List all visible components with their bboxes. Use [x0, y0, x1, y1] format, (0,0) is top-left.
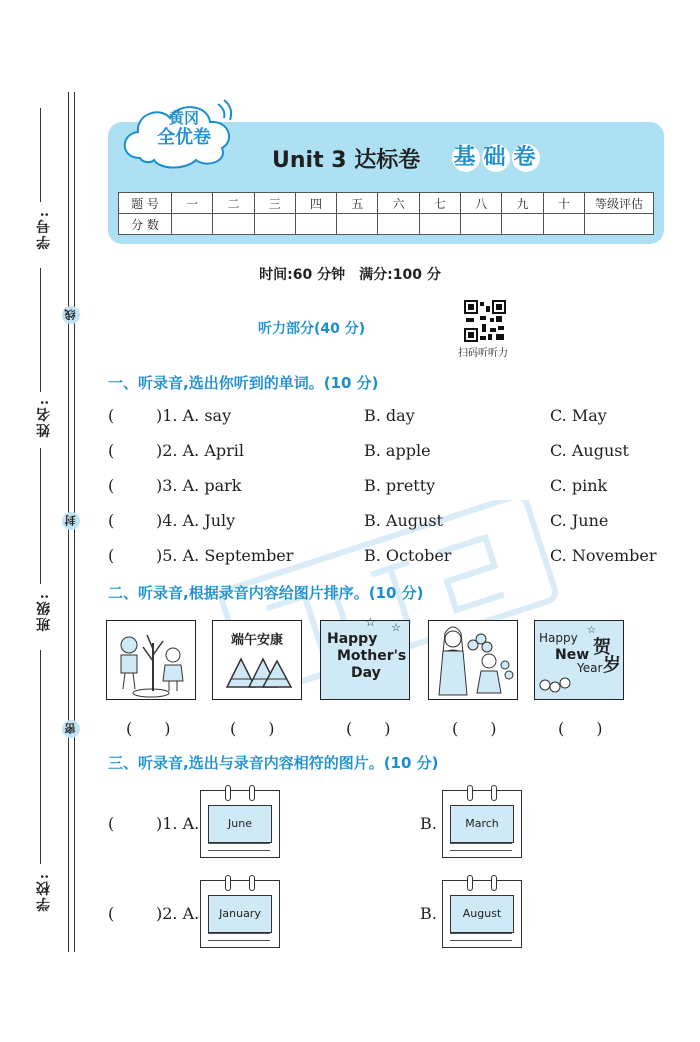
name-label: 姓名:: [36, 398, 52, 438]
calendar-pages: [450, 843, 512, 851]
mothers-day-line2: Mother's: [337, 648, 407, 664]
s1-question-2: [108, 441, 668, 465]
score-cell[interactable]: [337, 214, 378, 235]
score-header-cell: 五: [337, 193, 378, 214]
score-header-cell: 八: [461, 193, 502, 214]
calendar-ring: [491, 875, 497, 891]
section2-title: 二、听录音,根据录音内容给图片排序。(10 分): [108, 584, 424, 602]
option-a: )1. A. say: [156, 406, 232, 425]
mothers-day-line3: Day: [351, 665, 381, 681]
picture-tree-planting: [106, 620, 196, 700]
name-blank[interactable]: [40, 268, 41, 392]
option-b: B. pretty: [364, 476, 436, 495]
option-b-label: B.: [420, 904, 437, 923]
picture-new-year: [534, 620, 624, 700]
option-a: )4. A. July: [156, 511, 236, 530]
answer-slot[interactable]: ( ): [452, 719, 497, 738]
level-char-2: 础: [483, 145, 509, 170]
calendar-pages: [450, 933, 512, 941]
answer-bracket[interactable]: (: [108, 814, 115, 833]
score-header-cell: 等级评估: [585, 193, 654, 214]
level-char-1: 基: [453, 145, 479, 170]
question-label: )2. A.: [156, 904, 200, 923]
score-header-cell: 四: [295, 193, 336, 214]
calendar-ring: [225, 875, 231, 891]
calendar-ring: [249, 785, 255, 801]
seal-seal: 封: [62, 512, 80, 530]
calendar-month: March: [450, 805, 514, 843]
calendar-month: January: [208, 895, 272, 933]
calendar-ring: [249, 875, 255, 891]
option-c: C. May: [550, 406, 607, 425]
new-year-happy: Happy: [539, 631, 578, 645]
seal-secret: 密: [62, 720, 80, 738]
score-header-row: [119, 193, 654, 214]
option-b: B. day: [364, 406, 415, 425]
answer-slot[interactable]: ( ): [126, 719, 171, 738]
calendar-january[interactable]: [200, 880, 280, 948]
score-value-row: [119, 214, 654, 235]
brand-line1: 黄冈: [168, 109, 199, 127]
s1-question-5: [108, 546, 668, 570]
score-table: [118, 192, 654, 235]
picture-mothers-day: [320, 615, 410, 700]
option-b-label: B.: [420, 814, 437, 833]
score-header-cell: 二: [213, 193, 254, 214]
answer-bracket[interactable]: (: [108, 546, 115, 565]
calendar-march[interactable]: [442, 790, 522, 858]
score-cell[interactable]: [213, 214, 254, 235]
s1-question-4: [108, 511, 668, 535]
class-label: 班级:: [36, 592, 52, 632]
school-blank[interactable]: [40, 650, 41, 864]
answer-bracket[interactable]: (: [108, 476, 115, 495]
option-b: B. apple: [364, 441, 431, 460]
calendar-ring: [491, 785, 497, 801]
calendar-pages: [208, 843, 270, 851]
answer-bracket[interactable]: (: [108, 441, 115, 460]
option-c: C. pink: [550, 476, 608, 495]
option-c: C. August: [550, 441, 629, 460]
seal-line: 线: [62, 306, 80, 324]
new-year-new: New: [555, 647, 590, 663]
class-blank[interactable]: [40, 448, 41, 584]
score-header-cell: 十: [543, 193, 584, 214]
calendar-ring: [467, 875, 473, 891]
score-header-cell: 六: [378, 193, 419, 214]
answer-slot[interactable]: ( ): [230, 719, 275, 738]
option-b: B. October: [364, 546, 452, 565]
tree-planting-icon: [107, 621, 195, 699]
score-cell[interactable]: [461, 214, 502, 235]
calendar-month: June: [208, 805, 272, 843]
score-header-cell: 七: [419, 193, 460, 214]
score-header-cell: 题 号: [119, 193, 172, 214]
level-char-3: 卷: [513, 145, 539, 170]
brand-line2: 全优卷: [157, 127, 211, 148]
calendar-pages: [208, 933, 270, 941]
mothers-day-text: [327, 631, 406, 682]
option-c: C. November: [550, 546, 657, 565]
new-year-year: Year: [577, 661, 603, 675]
option-a: )2. A. April: [156, 441, 244, 460]
section1-title: 一、听录音,选出你听到的单词。(10 分): [108, 374, 379, 392]
question-label: )1. A.: [156, 814, 200, 833]
qr-code-icon[interactable]: [464, 300, 506, 342]
option-a: )3. A. park: [156, 476, 242, 495]
answer-bracket[interactable]: (: [108, 511, 115, 530]
picture-mother-flowers: [428, 620, 518, 700]
score-header-cell: 一: [172, 193, 213, 214]
calendar-august[interactable]: [442, 880, 522, 948]
picture-dragon-boat: [212, 620, 302, 700]
svg-text:☆: ☆: [587, 625, 596, 636]
score-cell[interactable]: [378, 214, 419, 235]
option-a: )5. A. September: [156, 546, 294, 565]
score-cell[interactable]: [172, 214, 213, 235]
score-cell[interactable]: [419, 214, 460, 235]
dragon-boat-text: 端午安康: [230, 633, 283, 648]
qr-caption: 扫码听听力: [458, 348, 508, 359]
calendar-month: August: [450, 895, 514, 933]
student-number-blank[interactable]: [40, 108, 41, 202]
answer-bracket[interactable]: (: [108, 406, 115, 425]
score-cell[interactable]: [254, 214, 295, 235]
time-info: 时间:60 分钟 满分:100 分: [259, 267, 441, 283]
answer-bracket[interactable]: (: [108, 904, 115, 923]
school-label: 学校:: [36, 872, 52, 912]
score-cell[interactable]: [295, 214, 336, 235]
zongzi-icon: [213, 621, 301, 699]
mother-child-flowers-icon: [429, 621, 517, 699]
new-year-sui: 岁: [603, 655, 621, 676]
mothers-day-line1: Happy: [327, 631, 378, 647]
brand-logo: [145, 108, 223, 148]
score-cell[interactable]: [585, 214, 654, 235]
calendar-ring: [467, 785, 473, 801]
score-cell[interactable]: [502, 214, 543, 235]
answer-slot[interactable]: ( ): [346, 719, 391, 738]
s1-question-3: [108, 476, 668, 500]
answer-slot[interactable]: ( ): [558, 719, 603, 738]
star-icon: ☆: [391, 621, 401, 634]
option-c: C. June: [550, 511, 609, 530]
listening-title: 听力部分(40 分): [258, 321, 366, 337]
page-title: Unit 3 达标卷: [272, 148, 421, 173]
score-header-cell: 三: [254, 193, 295, 214]
star-icon: ☆: [365, 615, 376, 629]
level-badge: [444, 142, 548, 174]
score-cell[interactable]: [543, 214, 584, 235]
score-header-cell: 九: [502, 193, 543, 214]
student-number-label: 学号:: [36, 210, 52, 250]
section3-title: 三、听录音,选出与录音内容相符的图片。(10 分): [108, 754, 439, 772]
calendar-ring: [225, 785, 231, 801]
option-b: B. August: [364, 511, 443, 530]
s1-question-1: [108, 406, 668, 430]
calendar-june[interactable]: [200, 790, 280, 858]
score-row-label: 分 数: [119, 214, 172, 235]
new-year-he: 贺: [593, 637, 611, 658]
